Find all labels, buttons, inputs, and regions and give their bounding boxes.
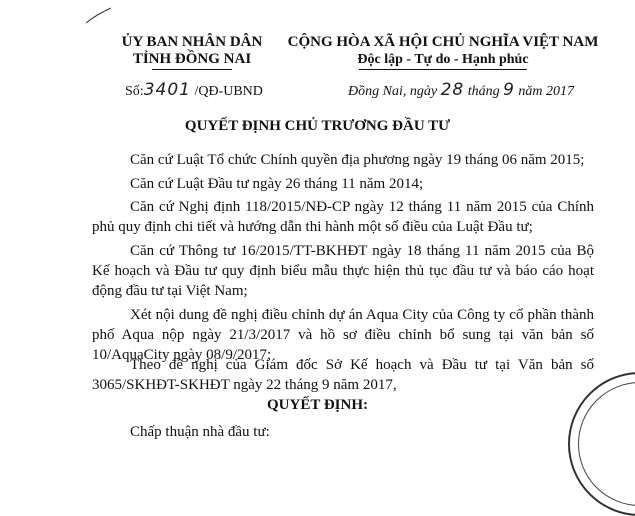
issuing-agency (92, 34, 292, 70)
agency-line-2: TỈNH ĐỒNG NAI (132, 51, 252, 67)
date-month-label: tháng (467, 84, 500, 99)
date-month-handwritten: 9 (503, 80, 515, 100)
agency-line-1: ỦY BAN NHÂN DÂN (121, 34, 263, 50)
date-day-handwritten: 28 (440, 80, 465, 100)
motto-underline (359, 69, 527, 70)
legal-basis-paragraph: Căn cứ Luật Tổ chức Chính quyền địa phương ngày 19 tháng 06 năm 2015; (130, 152, 585, 168)
document-number (125, 80, 263, 100)
national-heading (284, 34, 602, 70)
legal-basis-paragraph: Căn cứ Thông tư 16/2015/TT-BKHĐT ngày 18 tháng 11 năm 2015 của Bộ Kế hoạch và Đầu tư quy định biểu mẫu thực hiện thủ tục đầu tư và báo cáo hoạt động đầu tư tại Việt Nam; (92, 243, 594, 299)
nation-name: CỘNG HÒA XÃ HỘI CHỦ NGHĨA VIỆT NAM (287, 34, 599, 50)
proposal-paragraph: Theo đề nghị của Giám đốc Sở Kế hoạch và Đầu tư tại Văn bản số 3065/SKHĐT-SKHĐT ngày 22 tháng 9 năm 2017, (92, 357, 594, 393)
national-motto: Độc lập - Tự do - Hạnh phúc (357, 52, 529, 67)
consideration-paragraph: Xét nội dung đề nghị điều chỉnh dự án Aqua City của Công ty cổ phần thành phố Aqua nộp ngày 21/3/2017 và hồ sơ điều chỉnh bổ sung tại văn bản số 10/AquaCity ngày 08/9/2017; (92, 307, 594, 363)
issue-date (348, 80, 574, 100)
legal-basis-paragraph: Căn cứ Luật Đầu tư ngày 26 tháng 11 năm 2014; (130, 176, 424, 192)
document-number-handwritten: 3401 (143, 80, 191, 100)
decision-heading: QUYẾT ĐỊNH: (267, 397, 368, 413)
date-place: Đồng Nai, ngày (348, 84, 438, 99)
pen-stroke-mark (84, 6, 114, 26)
document-number-suffix: /QĐ-UBND (194, 84, 263, 99)
decision-intro: Chấp thuận nhà đầu tư: (130, 424, 270, 440)
document-title: QUYẾT ĐỊNH CHỦ TRƯƠNG ĐẦU TƯ (184, 118, 451, 134)
document-number-prefix: Số: (125, 84, 144, 99)
agency-underline (152, 69, 232, 70)
legal-basis-paragraph: Căn cứ Nghị định 118/2015/NĐ-CP ngày 12 tháng 11 năm 2015 của Chính phủ quy định chi tiết và hướng dẫn thi hành một số điều của Luật Đầu tư; (92, 199, 594, 235)
date-year: năm 2017 (518, 84, 575, 99)
